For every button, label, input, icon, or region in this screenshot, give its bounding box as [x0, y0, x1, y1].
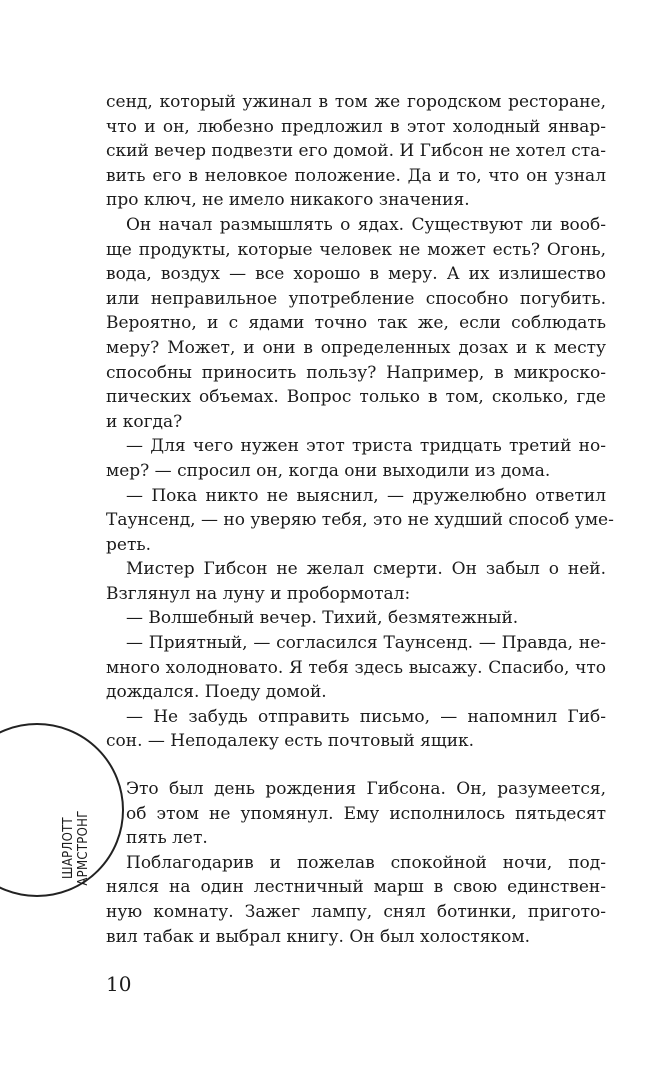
text-line: что и он, любезно предложил в этот холодный январ-: [106, 116, 606, 137]
text-line: и когда?: [106, 411, 183, 432]
text-line: дождался. Поеду домой.: [106, 682, 327, 703]
text-line: мер? — спросил он, когда они выходили из дома.: [106, 460, 551, 481]
text-line: — Пока никто не выяснил, — дружелюбно ответил: [126, 485, 606, 506]
text-line: сон. — Неподалеку есть почтовый ящик.: [106, 731, 475, 752]
text-line: об этом не упомянул. Ему исполнилось пятьдесят: [126, 803, 606, 824]
text-line: Взглянул на луну и пробормотал:: [106, 583, 411, 604]
text-block-1: [106, 90, 614, 754]
text-line: пических объемах. Вопрос только в том, сколько, где: [106, 387, 606, 408]
text-line: ский вечер подвезти его домой. И Гибсон не хотел ста-: [106, 141, 607, 162]
text-block-2: [106, 777, 606, 949]
text-line: меру? Может, и они в определенных дозах и к месту: [106, 337, 606, 358]
text-line: сенд, который ужинал в том же городском ресторане,: [106, 92, 606, 112]
text-line: ную комнату. Зажег лампу, снял ботинки, пригото-: [106, 901, 606, 922]
text-line: — Волшебный вечер. Тихий, безмятежный.: [126, 608, 519, 629]
text-line: или неправильное употребление способно погубить.: [106, 288, 606, 309]
text-line: Таунсенд, — но уверяю тебя, это не худший способ уме-: [106, 510, 614, 531]
text-line: способны приносить пользу? Например, в микроско-: [106, 362, 606, 383]
text-line: про ключ, не имело никакого значения.: [106, 190, 470, 211]
text-line: пять лет.: [126, 828, 208, 849]
text-line: Он начал размышлять о ядах. Существуют ли вооб-: [126, 214, 606, 235]
page-number: 10: [106, 972, 132, 996]
text-line: Это был день рождения Гибсона. Он, разумеется,: [126, 779, 606, 799]
text-line: вил табак и выбрал книгу. Он был холостяком.: [106, 926, 530, 947]
text-line: Поблагодарив и пожелав спокойной ночи, под-: [126, 852, 606, 873]
author-first-name: ШАРЛОТТ: [61, 817, 76, 879]
text-line: ще продукты, которые человек не может есть? Огонь,: [106, 239, 606, 260]
author-last-name: АРМСТРОНГ: [76, 810, 91, 886]
text-line: Вероятно, и с ядами точно так же, если соблюдать: [106, 313, 606, 334]
text-line: — Для чего нужен этот триста тридцать третий но-: [126, 436, 606, 457]
text-line: вода, воздух — все хорошо в меру. А их излишество: [106, 264, 606, 285]
author-name: [61, 810, 91, 885]
text-line: реть.: [106, 534, 152, 555]
text-line: вить его в неловкое положение. Да и то, что он узнал: [106, 165, 606, 186]
text-line: много холодновато. Я тебя здесь высажу. Спасибо, что: [106, 657, 606, 678]
text-line: нялся на один лестничный марш в свою единствен-: [106, 877, 606, 898]
text-line: Мистер Гибсон не желал смерти. Он забыл о ней.: [126, 559, 606, 580]
text-line: — Не забудь отправить письмо, — напомнил Гиб-: [126, 706, 606, 727]
text-line: — Приятный, — согласился Таунсенд. — Правда, не-: [126, 633, 606, 654]
